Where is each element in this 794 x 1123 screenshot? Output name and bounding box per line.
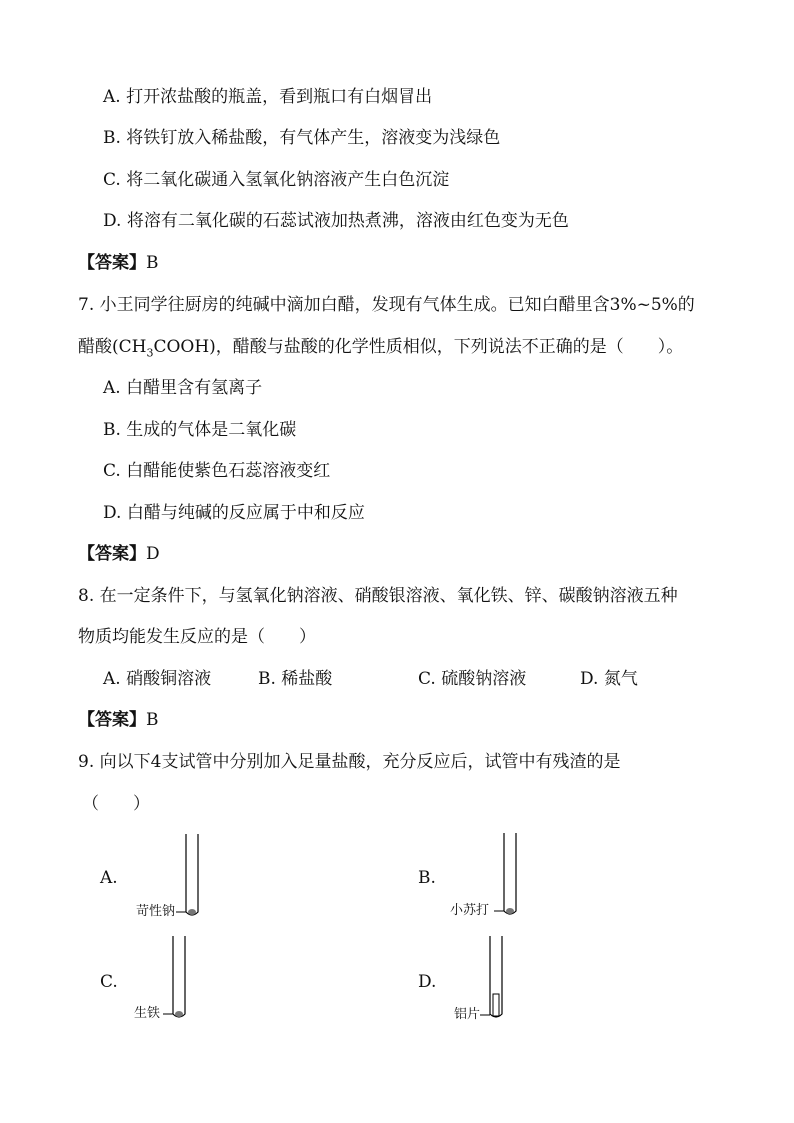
q6-answer xyxy=(78,252,159,274)
tube-c-letter: C. xyxy=(100,972,118,992)
q7-option-a: A. 白醋里含有氢离子 xyxy=(103,378,263,398)
answer-label: 【答案】 xyxy=(78,544,146,564)
q8-options-row xyxy=(0,668,794,690)
test-tube-d xyxy=(480,936,510,1022)
q7-stem-line2 xyxy=(78,336,683,364)
q9-stem-line2: （ ） xyxy=(82,794,150,814)
tube-d-glass xyxy=(490,936,502,1017)
q6-option-d: D. 将溶有二氧化碳的石蕊试液加热煮沸，溶液由红色变为无色 xyxy=(103,211,569,231)
test-tube-b xyxy=(494,833,524,919)
test-tube-a xyxy=(176,834,206,920)
answer-value: B xyxy=(146,253,159,273)
q7-stem-post: COOH)，醋酸与盐酸的化学性质相似，下列说法不正确的是（ ）。 xyxy=(153,337,684,357)
q7-formula-subscript: 3 xyxy=(146,346,154,360)
tube-b-label: 小苏打 xyxy=(450,903,490,918)
tube-c-label: 生铁 xyxy=(134,1006,161,1021)
tube-d-label: 铝片 xyxy=(454,1007,481,1022)
answer-value: D xyxy=(146,544,160,564)
tube-a-glass xyxy=(186,834,198,915)
tube-a-label: 苛性钠 xyxy=(136,904,176,919)
q8-stem-line2: 物质均能发生反应的是（ ） xyxy=(78,627,316,647)
q6-option-b: B. 将铁钉放入稀盐酸，有气体产生，溶液变为浅绿色 xyxy=(103,128,501,148)
tube-a-sample xyxy=(188,909,196,915)
q8-option-d: D. 氮气 xyxy=(580,669,638,689)
q7-stem-line1: 7. 小王同学往厨房的纯碱中滴加白醋，发现有气体生成。已知白醋里含3%~5%的 xyxy=(78,295,695,315)
tube-c-glass xyxy=(173,936,185,1017)
q7-option-b: B. 生成的气体是二氧化碳 xyxy=(103,420,297,440)
q7-option-c: C. 白醋能使紫色石蕊溶液变红 xyxy=(103,461,331,481)
q8-option-a: A. 硝酸铜溶液 xyxy=(103,669,212,689)
test-tube-c xyxy=(163,936,193,1022)
q8-stem-line1: 8. 在一定条件下，与氢氧化钠溶液、硝酸银溶液、氧化铁、锌、碳酸钠溶液五种 xyxy=(78,586,678,606)
q7-answer xyxy=(78,543,160,565)
q6-option-c: C. 将二氧化碳通入氢氧化钠溶液产生白色沉淀 xyxy=(103,170,450,190)
q8-answer xyxy=(78,709,159,731)
q8-option-b: B. 稀盐酸 xyxy=(258,669,333,689)
tube-b-glass xyxy=(504,833,516,914)
q6-option-a: A. 打开浓盐酸的瓶盖，看到瓶口有白烟冒出 xyxy=(103,87,433,107)
answer-label: 【答案】 xyxy=(78,710,146,730)
answer-label: 【答案】 xyxy=(78,253,146,273)
q9-stem-line1: 9. 向以下4支试管中分别加入足量盐酸，充分反应后，试管中有残渣的是 xyxy=(78,752,621,772)
q7-stem-pre: 醋酸(CH xyxy=(78,337,147,357)
tube-b-sample xyxy=(506,908,514,914)
tube-d-letter: D. xyxy=(418,972,437,992)
q7-option-d: D. 白醋与纯碱的反应属于中和反应 xyxy=(103,503,365,523)
tube-c-sample xyxy=(175,1011,183,1017)
answer-value: B xyxy=(146,710,159,730)
tube-d-aluminum-strip xyxy=(493,994,499,1016)
q8-option-c: C. 硫酸钠溶液 xyxy=(418,669,527,689)
tube-b-letter: B. xyxy=(418,868,436,888)
tube-a-letter: A. xyxy=(100,868,118,888)
